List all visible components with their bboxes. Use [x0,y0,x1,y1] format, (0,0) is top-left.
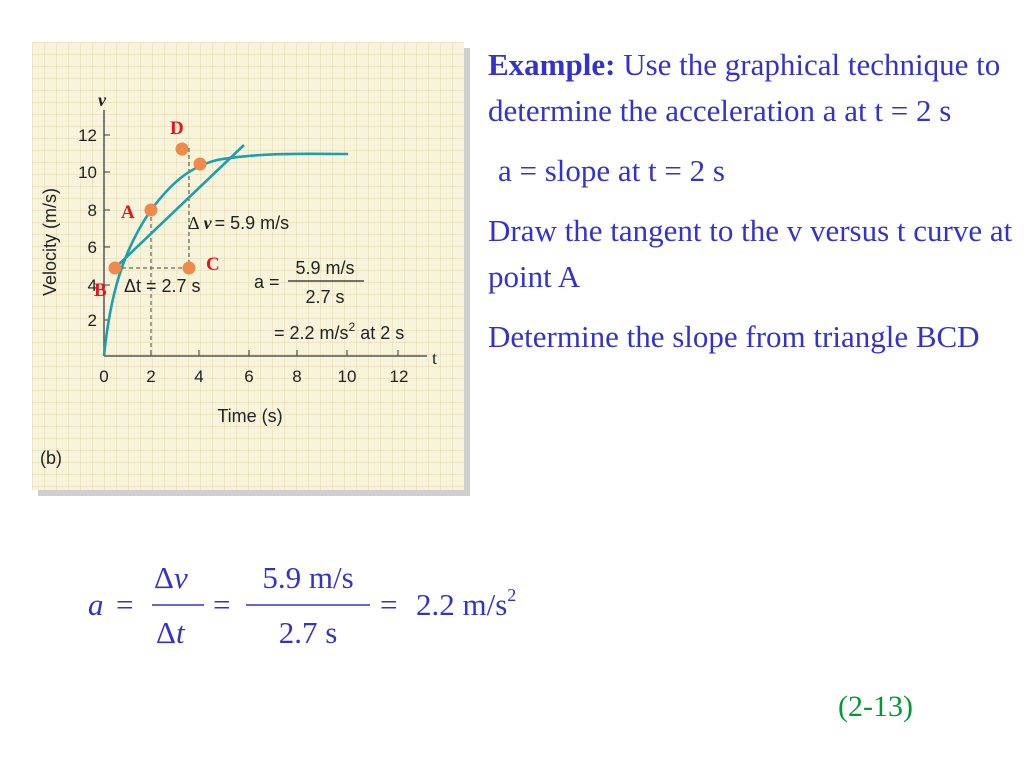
y-tick-label: 4 [87,276,97,295]
example-heading: Example: [488,47,616,82]
delta-v-annotation: Δ v = 5.9 m/s [188,213,290,233]
point-c-label: C [206,254,220,275]
delta-t-annotation: Δt = 2.7 s [124,276,201,296]
y-tick-label: 2 [87,311,97,330]
x-tick-label: 8 [292,367,302,386]
formula-frac1-numerator: Δv [154,560,188,595]
equation-number: (2-13) [838,690,913,723]
y-axis-label: Velocity (m/s) [40,187,60,297]
example-paragraph [488,42,1013,134]
point-c [183,262,196,275]
y-tick-label: 10 [78,163,97,182]
x-tick-label: 10 [337,367,357,386]
point-b [109,262,122,275]
x-tick-label: 4 [194,367,204,386]
x-tick-label: 0 [99,367,109,386]
y-axis-symbol: v [98,90,106,110]
formula-frac2-numerator: 5.9 m/s [262,560,354,595]
triangle-instruction: Determine the slope from triangle BCD [488,319,980,354]
example-body: Use the graphical technique to determine the acceleration a at t = 2 s [488,47,1001,128]
formula-equals-1: = [116,587,134,622]
acceleration-result: = 2.2 $m/s^2$ at 2 s [274,320,405,343]
a-fraction-numerator: 5.9 m/s [295,258,355,278]
formula-equals-2: = [213,587,231,622]
formula-a: a [88,587,104,622]
acceleration-formula [88,555,568,660]
formula-equals-3: = [380,587,398,622]
x-axis-symbol: t [432,348,438,368]
y-tick-label: 12 [78,126,97,145]
x-tick-label: 6 [244,367,254,386]
velocity-time-figure [32,42,472,498]
point-b-label: B [94,280,107,301]
a-fraction-denominator: 2.7 s [305,287,345,307]
point-a-label: A [121,202,135,223]
panel-label: (b) [40,448,62,468]
x-tick-label: 12 [389,367,409,386]
formula-frac2-denominator: 2.7 s [278,615,338,650]
point-d [176,143,189,156]
y-tick-label: 6 [87,238,97,257]
formula-frac1-denominator: Δt [156,615,185,650]
x-tick-label: 2 [146,367,156,386]
example-text [488,42,1013,360]
formula-result: 2.2 $m/s^2$ [416,585,517,622]
y-tick-label: 8 [87,201,97,220]
slope-statement: a = slope at t = 2 s [498,153,725,188]
x-axis-label: Time (s) [217,406,283,426]
point-a [145,204,158,217]
point-d-label: D [170,118,184,139]
tangent-instruction: Draw the tangent to the v versus t curve at point A [488,213,1013,294]
a-equals-label: a = [254,272,280,292]
curve-point [194,158,207,171]
